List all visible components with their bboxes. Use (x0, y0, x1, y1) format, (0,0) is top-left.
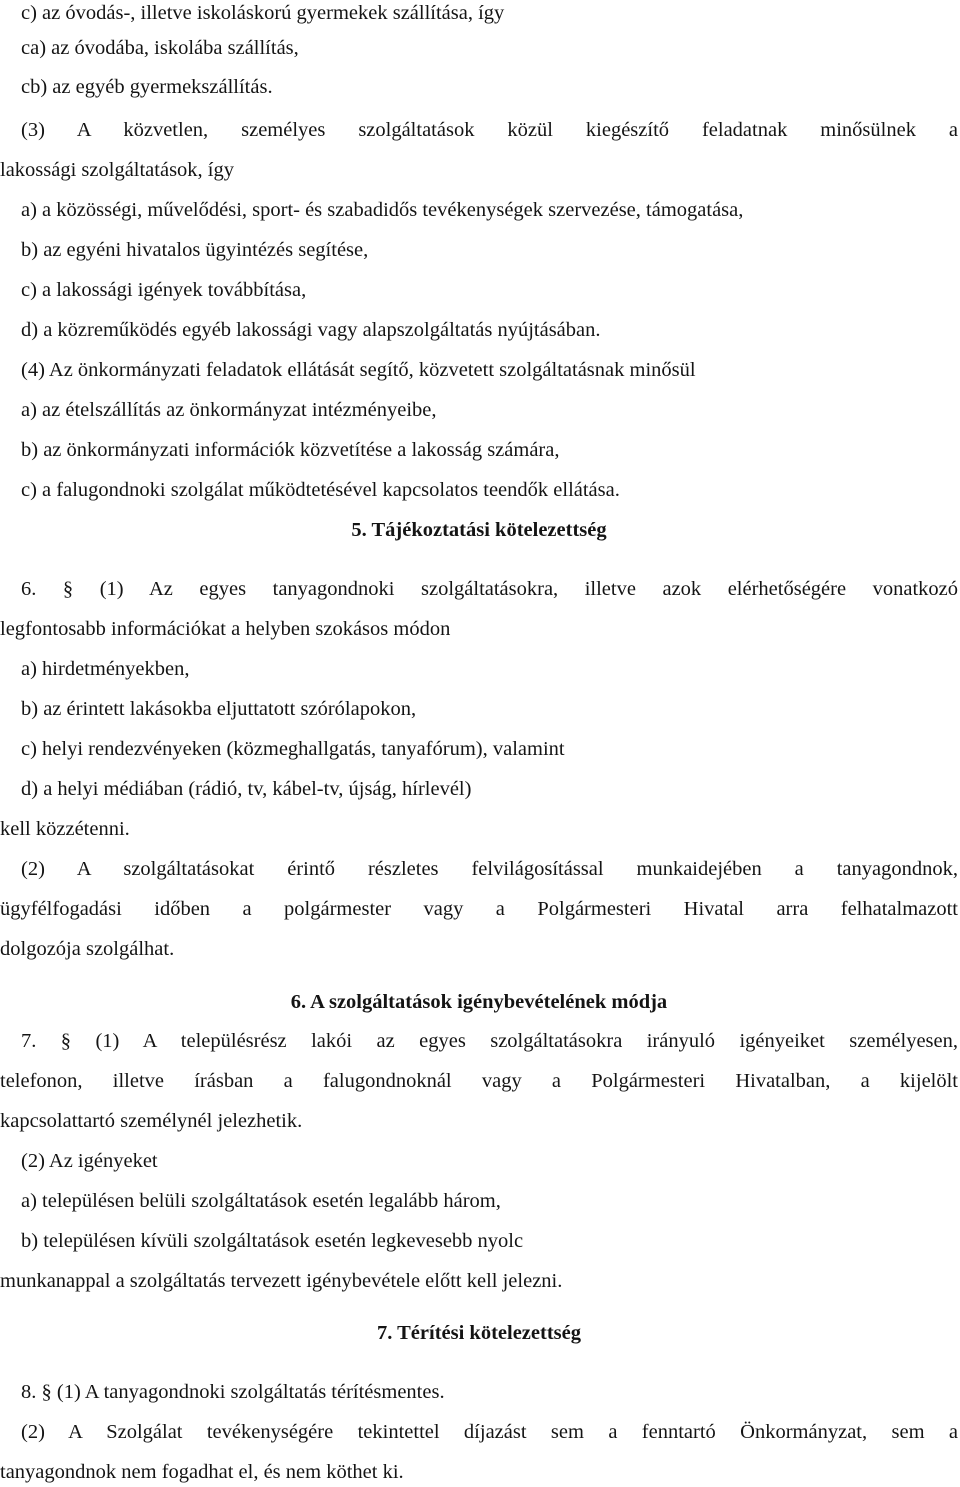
text-line: dolgozója szolgálhat. (0, 938, 175, 960)
text-line: legfontosabb információkat a helyben szokásos módon (0, 618, 451, 640)
paragraph-line: 6. § (1) Az egyes tanyagondnoki szolgáltatásokra, illetve azok elérhetőségére vonatkozó (21, 578, 958, 600)
text-line: d) a közreműködés egyéb lakossági vagy alapszolgáltatás nyújtásában. (21, 319, 601, 341)
text-line: b) az egyéni hivatalos ügyintézés segítése, (21, 239, 369, 261)
paragraph-line: ügyfélfogadási időben a polgármester vagy a Polgármesteri Hivatal arra felhatalmazott (0, 898, 958, 920)
text-line: c) a lakossági igények továbbítása, (21, 279, 307, 301)
paragraph-line: (2) A szolgáltatásokat érintő részletes felvilágosítással munkaidejében a tanyagondnok, (21, 858, 958, 880)
text-line: cb) az egyéb gyermekszállítás. (21, 76, 273, 98)
section-heading: 7. Térítési kötelezettség (377, 1322, 581, 1344)
text-line: b) az önkormányzati információk közvetítése a lakosság számára, (21, 439, 560, 461)
paragraph-line: telefonon, illetve írásban a falugondnoknál vagy a Polgármesteri Hivatalban, a kijelölt (0, 1070, 958, 1092)
paragraph-line: (2) A Szolgálat tevékenységére tekintettel díjazást sem a fenntartó Önkormányzat, sem a (21, 1421, 958, 1443)
text-line: c) az óvodás-, illetve iskoláskorú gyermekek szállítása, így (21, 2, 505, 24)
text-line: a) az ételszállítás az önkormányzat intézményeibe, (21, 399, 437, 421)
paragraph-line: 7. § (1) A településrész lakói az egyes szolgáltatásokra irányuló igényeiket személyesen, (21, 1030, 958, 1052)
section-heading: 5. Tájékoztatási kötelezettség (351, 519, 607, 541)
text-line: munkanappal a szolgáltatás tervezett igénybevétele előtt kell jelezni. (0, 1270, 563, 1292)
text-line: kell közzétenni. (0, 818, 130, 840)
text-line: (2) Az igényeket (21, 1150, 158, 1172)
paragraph-line: (4) Az önkormányzati feladatok ellátását segítő, közvetett szolgáltatásnak minősül (21, 359, 696, 381)
text-line: a) hirdetményekben, (21, 658, 190, 680)
text-line: a) a közösségi, művelődési, sport- és szabadidős tevékenységek szervezése, támogatása, (21, 199, 744, 221)
text-line: b) az érintett lakásokba eljuttatott szórólapokon, (21, 698, 417, 720)
section-heading: 6. A szolgáltatások igénybevételének módja (290, 991, 668, 1013)
text-line: tanyagondnok nem fogadhat el, és nem köthet ki. (0, 1461, 404, 1483)
text-line: d) a helyi médiában (rádió, tv, kábel-tv, újság, hírlevél) (21, 778, 472, 800)
text-line: b) településen kívüli szolgáltatások esetén legkevesebb nyolc (21, 1230, 524, 1252)
text-line: kapcsolattartó személynél jelezhetik. (0, 1110, 303, 1132)
text-line: 8. § (1) A tanyagondnoki szolgáltatás térítésmentes. (21, 1381, 445, 1403)
paragraph-line: (3) A közvetlen, személyes szolgáltatások közül kiegészítő feladatnak minősülnek a (21, 119, 958, 141)
text-line: lakossági szolgáltatások, így (0, 159, 234, 181)
text-line: c) a falugondnoki szolgálat működtetésével kapcsolatos teendők ellátása. (21, 479, 620, 501)
text-line: c) helyi rendezvényeken (közmeghallgatás, tanyafórum), valamint (21, 738, 565, 760)
text-line: a) településen belüli szolgáltatások esetén legalább három, (21, 1190, 501, 1212)
text-line: ca) az óvodába, iskolába szállítás, (21, 37, 299, 59)
